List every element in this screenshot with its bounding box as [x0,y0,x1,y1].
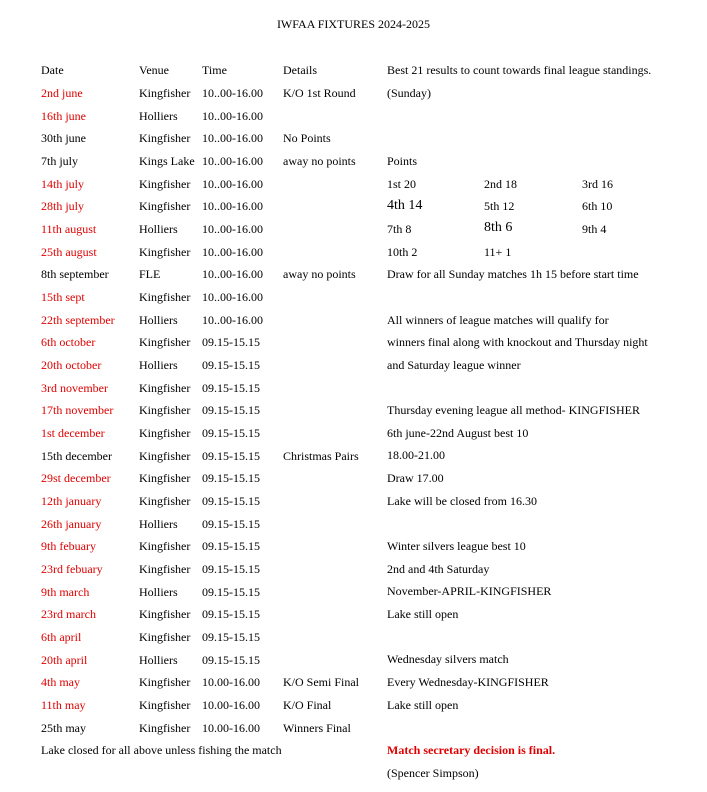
fixture-venue: FLE [139,267,161,282]
points-cell: 5th 12 [484,199,515,213]
fixture-date: 23rd febuary [41,562,103,577]
fixture-date: 1st december [41,426,105,441]
fixture-venue: Kingfisher [139,539,191,554]
lake-closed-note: Lake closed for all above unless fishing the match [41,743,282,757]
fixture-date: 26th january [41,516,102,531]
header-details: Details [283,63,317,77]
table-row [0,517,707,539]
fixture-time: 09.15-15.15 [202,494,260,509]
header-time: Time [202,63,227,77]
fixture-date: 6th april [41,630,82,645]
fixture-venue: Kingfisher [139,335,191,350]
fixture-venue: Kingfisher [139,720,191,735]
points-heading: Points [387,154,418,168]
fixture-date: 11th may [41,698,86,713]
fixture-time: 09.15-15.15 [202,403,260,418]
fixture-date: 17th november [41,403,114,418]
fixture-date: 11th august [41,222,97,237]
fixture-time: 09.15-15.15 [202,335,260,350]
fixture-time: 10..00-16.00 [202,290,263,305]
fixture-date: 29st december [41,471,111,486]
fixture-time: 10..00-16.00 [202,267,263,282]
fixture-date: 6th october [41,335,96,350]
fixture-date: 3rd november [41,380,108,395]
fixture-time: 09.15-15.15 [202,380,260,395]
fixture-time: 09.15-15.15 [202,562,260,577]
fixture-time: 10.00-16.00 [202,720,260,735]
winter-note-line: Winter silvers league best 10 [387,539,526,553]
table-row [0,381,707,403]
points-cell: 3rd 16 [582,177,613,191]
fixture-venue: Holliers [139,584,178,599]
fixture-date: 30th june [41,131,86,146]
fixture-venue: Kingfisher [139,607,191,622]
fixture-time: 10..00-16.00 [202,131,263,146]
table-row [0,675,707,697]
fixture-venue: Kings Lake [139,154,195,168]
fixture-date: 2nd june [41,86,83,100]
fixture-details: Winners Final [283,720,351,735]
fixture-time: 09.15-15.15 [202,448,260,463]
fixture-date: 28th july [41,199,85,214]
table-row [0,494,707,516]
fixture-time: 10..00-16.00 [202,86,263,100]
winners-note-line: All winners of league matches will qualify for [387,313,609,327]
points-cell: 9th 4 [582,222,607,236]
fixture-venue: Kingfisher [139,244,191,259]
fixture-date: 12th january [41,494,102,509]
fixture-venue: Kingfisher [139,448,191,463]
table-row [0,86,707,108]
fixture-details: away no points [283,154,356,168]
fixture-venue: Holliers [139,652,178,667]
table-row [0,154,707,176]
table-row [0,109,707,131]
fixture-details: away no points [283,267,356,282]
header-date: Date [41,63,64,77]
fixture-time: 09.15-15.15 [202,471,260,486]
fixture-time: 09.15-15.15 [202,516,260,531]
header-note: Best 21 results to count towards final league standings. [387,63,652,77]
winter-note-line: Lake still open [387,607,459,621]
fixture-details: K/O Final [283,698,332,713]
fixture-venue: Kingfisher [139,86,191,100]
fixture-venue: Holliers [139,516,178,531]
header-row [0,63,707,85]
draw-note: Draw for all Sunday matches 1h 15 before start time [387,267,639,281]
fixture-time: 10.00-16.00 [202,698,260,713]
fixture-venue: Kingfisher [139,403,191,418]
thursday-note-line: Thursday evening league all method- KINGFISHER [387,403,640,417]
fixture-details: No Points [283,131,331,146]
fixture-venue: Kingfisher [139,199,191,214]
table-row [0,449,707,471]
fixture-venue: Kingfisher [139,131,191,146]
fixture-time: 09.15-15.15 [202,607,260,622]
fixture-date: 8th september [41,267,109,282]
table-row [0,562,707,584]
fixture-date: 25th august [41,244,97,259]
fixture-time: 10..00-16.00 [202,244,263,259]
fixture-date: 7th july [41,154,79,168]
wednesday-note-line: Lake still open [387,698,459,712]
table-row [0,131,707,153]
fixture-venue: Kingfisher [139,562,191,577]
fixture-time: 09.15-15.15 [202,652,260,667]
fixture-date: 15th sept [41,290,85,305]
table-row [0,358,707,380]
wednesday-note-line: Every Wednesday-KINGFISHER [387,675,549,689]
fixture-venue: Kingfisher [139,698,191,713]
fixture-time: 10..00-16.00 [202,154,263,168]
fixture-venue: Kingfisher [139,380,191,395]
fixture-venue: Holliers [139,312,178,327]
table-row [0,698,707,720]
fixture-time: 09.15-15.15 [202,539,260,554]
fixture-date: 9th march [41,584,90,599]
fixture-venue: Holliers [139,358,178,373]
table-row [0,539,707,561]
page-title: IWFAA FIXTURES 2024-2025 [276,17,431,31]
fixture-time: 10..00-16.00 [202,312,263,327]
fixture-date: 9th febuary [41,539,96,554]
fixture-time: 09.15-15.15 [202,358,260,373]
points-cell: 7th 8 [387,222,412,236]
wednesday-note-line: Wednesday silvers match [387,652,509,666]
table-row [0,245,707,267]
table-row [0,290,707,312]
winter-note-line: November-APRIL-KINGFISHER [387,584,552,598]
winners-note-line: winners final along with knockout and Thursday night [387,335,648,349]
fixture-venue: Kingfisher [139,675,191,690]
fixture-date: 16th june [41,108,86,123]
points-cell: 2nd 18 [484,177,517,191]
table-row [0,630,707,652]
fixture-date: 20th october [41,358,102,373]
fixture-venue: Kingfisher [139,471,191,486]
points-cell: 1st 20 [387,177,417,191]
thursday-note-line: 6th june-22nd August best 10 [387,426,529,440]
fixture-venue: Kingfisher [139,494,191,509]
thursday-note-line: Lake will be closed from 16.30 [387,494,537,508]
header-venue: Venue [139,63,169,77]
table-row [0,471,707,493]
fixture-date: 4th may [41,675,80,690]
fixture-time: 09.15-15.15 [202,584,260,599]
fixture-details: Christmas Pairs [283,448,359,463]
fixture-time: 09.15-15.15 [202,630,260,645]
fixture-time: 10..00-16.00 [202,176,263,191]
fixture-venue: Kingfisher [139,630,191,645]
table-row [0,653,707,675]
thursday-note-line: 18.00-21.00 [387,448,445,462]
fixture-time: 10..00-16.00 [202,108,263,123]
table-row [0,585,707,607]
fixture-time: 09.15-15.15 [202,426,260,441]
fixture-details: K/O 1st Round [283,86,356,100]
table-row [0,721,707,743]
fixture-venue: Kingfisher [139,290,191,305]
fixture-venue: Kingfisher [139,426,191,441]
thursday-note-line: Draw 17.00 [387,471,444,485]
fixture-time: 10..00-16.00 [202,222,263,237]
sunday-note: (Sunday) [387,86,431,100]
fixture-time: 10..00-16.00 [202,199,263,214]
points-cell: 8th 6 [484,220,513,235]
winners-note-line: and Saturday league winner [387,358,521,372]
fixture-venue: Holliers [139,108,178,123]
points-cell: 4th 14 [387,198,423,213]
fixture-time: 10.00-16.00 [202,675,260,690]
table-row [0,426,707,448]
fixture-date: 25th may [41,720,86,735]
fixture-date: 22th september [41,312,115,327]
fixture-date: 23rd march [41,607,96,622]
fixture-details: K/O Semi Final [283,675,360,690]
fixture-date: 14th july [41,176,85,191]
fixture-date: 20th april [41,652,88,667]
winter-note-line: 2nd and 4th Saturday [387,562,490,576]
signature: (Spencer Simpson) [387,766,479,780]
points-cell: 6th 10 [582,199,613,213]
fixture-venue: Holliers [139,222,178,237]
table-row [0,607,707,629]
fixture-venue: Kingfisher [139,176,191,191]
decision-note: Match secretary decision is final. [387,743,556,757]
points-cell: 10th 2 [387,245,418,259]
fixture-date: 15th december [41,448,112,463]
points-cell: 11+ 1 [484,245,512,259]
